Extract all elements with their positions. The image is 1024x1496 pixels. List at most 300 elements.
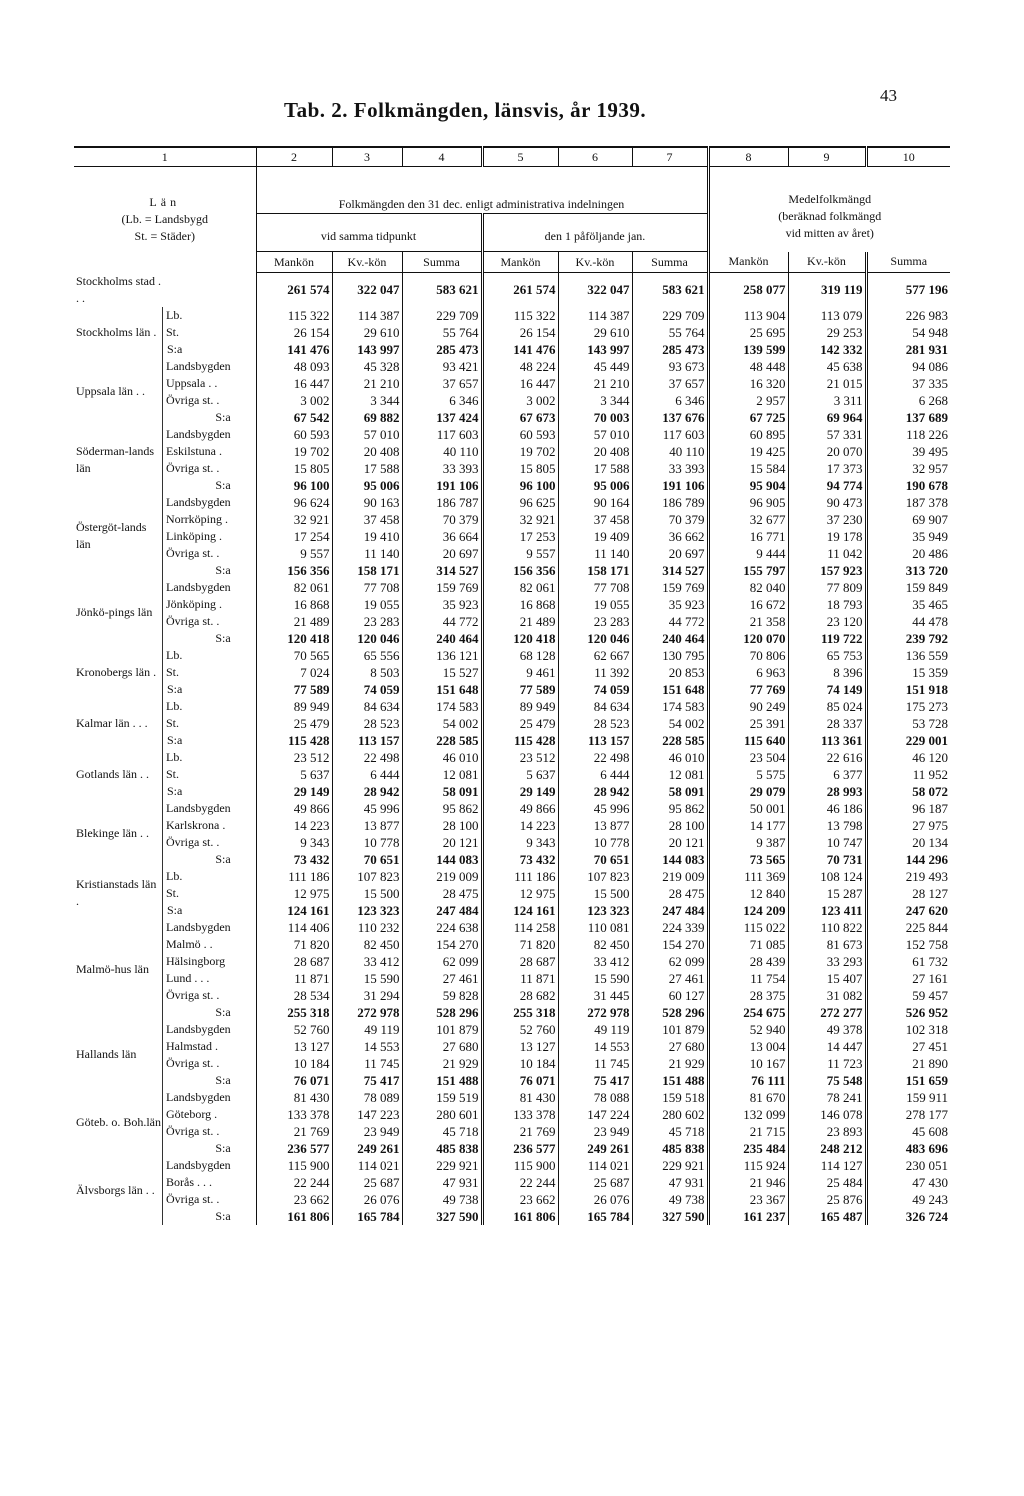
- value-cell: 20 697: [632, 545, 708, 562]
- value-cell: 8 396: [788, 664, 866, 681]
- value-cell: 17 373: [788, 460, 866, 477]
- value-cell: 60 895: [708, 426, 788, 443]
- value-cell: 82 450: [332, 936, 402, 953]
- value-cell: 69 882: [332, 409, 402, 426]
- value-cell: 37 230: [788, 511, 866, 528]
- value-cell: 240 464: [632, 630, 708, 647]
- value-cell: 10 184: [482, 1055, 558, 1072]
- value-cell: 3 344: [558, 392, 632, 409]
- value-cell: 82 061: [482, 579, 558, 596]
- sub-label-group: [162, 1021, 231, 1089]
- row-sub-label: Lb.: [166, 868, 183, 883]
- value-cell: 186 789: [632, 494, 708, 511]
- value-cell: 9 557: [256, 545, 332, 562]
- value-cell: 45 718: [402, 1123, 482, 1140]
- value-cell: 17 254: [256, 528, 332, 545]
- value-cell: 159 769: [632, 579, 708, 596]
- value-cell: 84 634: [558, 698, 632, 715]
- value-cell: 528 296: [402, 1004, 482, 1021]
- value-cell: 21 715: [708, 1123, 788, 1140]
- value-cell: 11 392: [558, 664, 632, 681]
- value-cell: 19 410: [332, 528, 402, 545]
- value-cell: 5 637: [256, 766, 332, 783]
- value-cell: 6 377: [788, 766, 866, 783]
- county-name: Göteb. o. Boh.län: [76, 1115, 161, 1129]
- value-cell: 115 022: [708, 919, 788, 936]
- table-row: [74, 868, 950, 885]
- value-cell: 528 296: [632, 1004, 708, 1021]
- value-cell: 147 223: [332, 1106, 402, 1123]
- value-cell: 54 948: [866, 324, 950, 341]
- value-cell: 35 923: [402, 596, 482, 613]
- col-number: 10: [866, 147, 950, 167]
- value-cell: 159 519: [402, 1089, 482, 1106]
- value-cell: 11 745: [332, 1055, 402, 1072]
- value-cell: 45 718: [632, 1123, 708, 1140]
- value-cell: 113 157: [332, 732, 402, 749]
- value-cell: 21 890: [866, 1055, 950, 1072]
- county-name: Stockholms län .: [76, 324, 157, 339]
- col-kvkon: Kv.-kön: [332, 252, 402, 273]
- row-sub-label: S:a: [167, 783, 183, 798]
- value-cell: 190 678: [866, 477, 950, 494]
- value-cell: 10 184: [256, 1055, 332, 1072]
- county-name: Älvsborgs län . .: [76, 1183, 155, 1197]
- row-sub-label: Landsbygden: [166, 1157, 231, 1172]
- value-cell: 94 086: [866, 358, 950, 375]
- value-cell: 67 725: [708, 409, 788, 426]
- value-cell: 21 015: [788, 375, 866, 392]
- county-name: Hallands län: [76, 1047, 137, 1061]
- value-cell: 114 387: [332, 307, 402, 324]
- value-cell: 15 500: [558, 885, 632, 902]
- value-cell: 71 085: [708, 936, 788, 953]
- row-sub-label: Halmstad .: [166, 1038, 218, 1053]
- value-cell: 81 430: [256, 1089, 332, 1106]
- value-cell: 36 664: [402, 528, 482, 545]
- value-cell: 161 806: [256, 1208, 332, 1225]
- value-cell: 70 731: [788, 851, 866, 868]
- value-cell: 23 367: [708, 1191, 788, 1208]
- value-cell: 12 081: [402, 766, 482, 783]
- value-cell: 19 702: [482, 443, 558, 460]
- county-name: Blekinge län . .: [76, 826, 149, 840]
- value-cell: 258 077: [708, 273, 788, 307]
- value-cell: 113 904: [708, 307, 788, 324]
- value-cell: 146 078: [788, 1106, 866, 1123]
- value-cell: 2 957: [708, 392, 788, 409]
- value-cell: 28 523: [332, 715, 402, 732]
- value-cell: 28 534: [256, 987, 332, 1004]
- value-cell: 314 527: [632, 562, 708, 579]
- value-cell: 240 464: [402, 630, 482, 647]
- value-cell: 46 186: [788, 800, 866, 817]
- value-cell: 272 277: [788, 1004, 866, 1021]
- value-cell: 96 187: [866, 800, 950, 817]
- row-sub-label: Göteborg .: [166, 1106, 218, 1121]
- value-cell: 583 621: [402, 273, 482, 307]
- sub-label-group: [162, 579, 231, 647]
- value-cell: 78 089: [332, 1089, 402, 1106]
- value-cell: 18 793: [788, 596, 866, 613]
- row-sub-label: St.: [166, 885, 180, 900]
- value-cell: 13 877: [332, 817, 402, 834]
- value-cell: 59 457: [866, 987, 950, 1004]
- value-cell: 28 439: [708, 953, 788, 970]
- value-cell: 115 428: [256, 732, 332, 749]
- value-cell: 25 484: [788, 1174, 866, 1191]
- row-sub-label: Landsbygden: [166, 800, 231, 815]
- value-cell: 165 487: [788, 1208, 866, 1225]
- value-cell: 228 585: [632, 732, 708, 749]
- value-cell: 20 408: [558, 443, 632, 460]
- value-cell: 9 387: [708, 834, 788, 851]
- value-cell: 139 599: [708, 341, 788, 358]
- value-cell: 15 359: [866, 664, 950, 681]
- county-name: Kristianstads län .: [76, 877, 157, 908]
- value-cell: 26 076: [332, 1191, 402, 1208]
- value-cell: 37 335: [866, 375, 950, 392]
- col-mankon: Mankön: [256, 252, 332, 273]
- lan-header-line: St. = Städer): [134, 229, 195, 244]
- value-cell: 37 657: [632, 375, 708, 392]
- value-cell: 49 866: [256, 800, 332, 817]
- value-cell: 19 178: [788, 528, 866, 545]
- row-sub-label: Uppsala . .: [166, 375, 218, 390]
- value-cell: 115 900: [482, 1157, 558, 1174]
- value-cell: 67 673: [482, 409, 558, 426]
- sub-label-group: [162, 358, 231, 426]
- value-cell: 9 343: [256, 834, 332, 851]
- value-cell: 526 952: [866, 1004, 950, 1021]
- value-cell: 10 167: [708, 1055, 788, 1072]
- value-cell: 186 787: [402, 494, 482, 511]
- value-cell: 187 378: [866, 494, 950, 511]
- value-cell: 59 828: [402, 987, 482, 1004]
- value-cell: 76 111: [708, 1072, 788, 1089]
- value-cell: 29 610: [558, 324, 632, 341]
- row-label-cell: [74, 800, 256, 868]
- value-cell: 35 923: [632, 596, 708, 613]
- value-cell: 44 478: [866, 613, 950, 630]
- value-cell: 151 659: [866, 1072, 950, 1089]
- value-cell: 485 838: [402, 1140, 482, 1157]
- value-cell: 28 475: [402, 885, 482, 902]
- value-cell: 28 993: [788, 783, 866, 800]
- row-sub-label: S:a: [215, 1140, 231, 1155]
- value-cell: 110 822: [788, 919, 866, 936]
- value-cell: 19 702: [256, 443, 332, 460]
- sub-label-group: [162, 749, 182, 800]
- value-cell: 156 356: [482, 562, 558, 579]
- value-cell: 230 051: [866, 1157, 950, 1174]
- value-cell: 111 369: [708, 868, 788, 885]
- row-sub-label: Landsbygden: [166, 579, 231, 594]
- value-cell: 229 921: [402, 1157, 482, 1174]
- value-cell: 52 760: [256, 1021, 332, 1038]
- value-cell: 29 149: [256, 783, 332, 800]
- value-cell: 14 553: [332, 1038, 402, 1055]
- value-cell: 96 100: [482, 477, 558, 494]
- value-cell: 120 418: [256, 630, 332, 647]
- value-cell: 15 500: [332, 885, 402, 902]
- value-cell: 123 411: [788, 902, 866, 919]
- value-cell: 82 040: [708, 579, 788, 596]
- value-cell: 78 088: [558, 1089, 632, 1106]
- sub-label-group: [162, 307, 182, 358]
- value-cell: 236 577: [482, 1140, 558, 1157]
- row-sub-label: Lb.: [166, 647, 183, 662]
- value-cell: 115 900: [256, 1157, 332, 1174]
- value-cell: 23 120: [788, 613, 866, 630]
- row-label-cell: [74, 307, 256, 358]
- row-sub-label: Övriga st. .: [166, 1191, 220, 1206]
- value-cell: 133 378: [482, 1106, 558, 1123]
- value-cell: 141 476: [482, 341, 558, 358]
- value-cell: 65 753: [788, 647, 866, 664]
- value-cell: 16 771: [708, 528, 788, 545]
- value-cell: 96 905: [708, 494, 788, 511]
- col-number: 9: [788, 147, 866, 167]
- row-sub-label: Karlskrona .: [166, 817, 226, 832]
- value-cell: 159 849: [866, 579, 950, 596]
- value-cell: 13 127: [256, 1038, 332, 1055]
- value-cell: 71 820: [482, 936, 558, 953]
- value-cell: 249 261: [558, 1140, 632, 1157]
- row-sub-label: S:a: [215, 477, 231, 492]
- value-cell: 29 149: [482, 783, 558, 800]
- value-cell: 154 270: [402, 936, 482, 953]
- value-cell: 29 253: [788, 324, 866, 341]
- value-cell: 32 921: [482, 511, 558, 528]
- value-cell: 77 809: [788, 579, 866, 596]
- value-cell: 21 929: [402, 1055, 482, 1072]
- value-cell: 39 495: [866, 443, 950, 460]
- value-cell: 22 498: [558, 749, 632, 766]
- sub-label-group: [162, 800, 231, 868]
- table-row: [74, 1089, 950, 1106]
- row-sub-label: S:a: [215, 630, 231, 645]
- value-cell: 115 322: [256, 307, 332, 324]
- value-cell: 11 871: [482, 970, 558, 987]
- value-cell: 20 121: [402, 834, 482, 851]
- value-cell: 111 186: [256, 868, 332, 885]
- value-cell: 29 079: [708, 783, 788, 800]
- value-cell: 3 344: [332, 392, 402, 409]
- value-cell: 33 393: [632, 460, 708, 477]
- value-cell: 90 473: [788, 494, 866, 511]
- value-cell: 21 946: [708, 1174, 788, 1191]
- value-cell: 25 687: [332, 1174, 402, 1191]
- col-number: 5: [482, 147, 558, 167]
- value-cell: 23 662: [482, 1191, 558, 1208]
- same-date-header: vid samma tidpunkt: [256, 214, 482, 252]
- value-cell: 191 106: [632, 477, 708, 494]
- value-cell: 58 091: [632, 783, 708, 800]
- value-cell: 23 512: [256, 749, 332, 766]
- medel-header-line: (beräknad folkmängd: [778, 209, 882, 223]
- value-cell: 89 949: [482, 698, 558, 715]
- value-cell: 45 638: [788, 358, 866, 375]
- value-cell: 57 010: [558, 426, 632, 443]
- value-cell: 219 493: [866, 868, 950, 885]
- value-cell: 75 548: [788, 1072, 866, 1089]
- value-cell: 15 805: [482, 460, 558, 477]
- value-cell: 165 784: [332, 1208, 402, 1225]
- row-label-cell: [74, 1021, 256, 1089]
- value-cell: 6 963: [708, 664, 788, 681]
- value-cell: 21 489: [482, 613, 558, 630]
- value-cell: 93 673: [632, 358, 708, 375]
- row-label-cell: [74, 426, 256, 494]
- value-cell: 17 253: [482, 528, 558, 545]
- value-cell: 21 769: [482, 1123, 558, 1140]
- row-sub-label: Övriga st. .: [166, 1123, 220, 1138]
- row-label-cell: [74, 494, 256, 579]
- row-sub-label: Övriga st. .: [166, 834, 220, 849]
- value-cell: 85 024: [788, 698, 866, 715]
- value-cell: 70 651: [332, 851, 402, 868]
- sub-label-group: [162, 426, 231, 494]
- value-cell: 70 379: [402, 511, 482, 528]
- value-cell: 229 709: [402, 307, 482, 324]
- row-sub-label: S:a: [167, 681, 183, 696]
- value-cell: 28 337: [788, 715, 866, 732]
- value-cell: 322 047: [558, 273, 632, 307]
- value-cell: 60 127: [632, 987, 708, 1004]
- value-cell: 255 318: [482, 1004, 558, 1021]
- value-cell: 319 119: [788, 273, 866, 307]
- value-cell: 82 450: [558, 936, 632, 953]
- value-cell: 15 407: [788, 970, 866, 987]
- value-cell: 313 720: [866, 562, 950, 579]
- value-cell: 272 978: [558, 1004, 632, 1021]
- value-cell: 36 662: [632, 528, 708, 545]
- lan-header-line: (Lb. = Landsbygd: [121, 212, 208, 227]
- col-number: 1: [74, 147, 256, 167]
- value-cell: 13 798: [788, 817, 866, 834]
- value-cell: 21 210: [332, 375, 402, 392]
- value-cell: 11 042: [788, 545, 866, 562]
- col-number: 6: [558, 147, 632, 167]
- value-cell: 16 447: [482, 375, 558, 392]
- sub-label-group: [162, 494, 231, 579]
- county-name: Östergöt-lands län: [76, 520, 147, 551]
- value-cell: 9 343: [482, 834, 558, 851]
- value-cell: 70 379: [632, 511, 708, 528]
- value-cell: 219 009: [632, 868, 708, 885]
- value-cell: 77 708: [558, 579, 632, 596]
- value-cell: 20 134: [866, 834, 950, 851]
- value-cell: 61 732: [866, 953, 950, 970]
- value-cell: 281 931: [866, 341, 950, 358]
- value-cell: 229 001: [866, 732, 950, 749]
- value-cell: 62 099: [402, 953, 482, 970]
- value-cell: 229 921: [632, 1157, 708, 1174]
- table-row: [74, 494, 950, 511]
- value-cell: 28 942: [332, 783, 402, 800]
- county-name: Uppsala län . .: [76, 384, 145, 398]
- value-cell: 70 003: [558, 409, 632, 426]
- value-cell: 165 784: [558, 1208, 632, 1225]
- value-cell: 26 154: [482, 324, 558, 341]
- value-cell: 28 100: [632, 817, 708, 834]
- value-cell: 151 488: [632, 1072, 708, 1089]
- value-cell: 44 772: [402, 613, 482, 630]
- value-cell: 49 738: [632, 1191, 708, 1208]
- value-cell: 49 738: [402, 1191, 482, 1208]
- value-cell: 58 072: [866, 783, 950, 800]
- value-cell: 5 637: [482, 766, 558, 783]
- value-cell: 81 670: [708, 1089, 788, 1106]
- value-cell: 151 648: [402, 681, 482, 698]
- row-sub-label: St.: [166, 324, 180, 339]
- value-cell: 32 921: [256, 511, 332, 528]
- value-cell: 152 758: [866, 936, 950, 953]
- value-cell: 11 140: [558, 545, 632, 562]
- value-cell: 67 542: [256, 409, 332, 426]
- row-sub-label: Lund . . .: [166, 970, 210, 985]
- value-cell: 11 754: [708, 970, 788, 987]
- row-sub-label: Hälsingborg: [166, 953, 226, 968]
- value-cell: 31 445: [558, 987, 632, 1004]
- value-cell: 23 949: [558, 1123, 632, 1140]
- value-cell: 23 949: [332, 1123, 402, 1140]
- county-name: Stockholms stad . . .: [76, 273, 162, 305]
- row-sub-label: Norrköping .: [166, 511, 228, 526]
- value-cell: 33 412: [558, 953, 632, 970]
- value-cell: 247 620: [866, 902, 950, 919]
- value-cell: 77 769: [708, 681, 788, 698]
- value-cell: 155 797: [708, 562, 788, 579]
- row-label-cell: [74, 647, 256, 698]
- value-cell: 33 412: [332, 953, 402, 970]
- value-cell: 16 447: [256, 375, 332, 392]
- row-sub-label: S:a: [215, 1072, 231, 1087]
- value-cell: 11 745: [558, 1055, 632, 1072]
- value-cell: 28 100: [402, 817, 482, 834]
- value-cell: 119 722: [788, 630, 866, 647]
- value-cell: 14 177: [708, 817, 788, 834]
- value-cell: 6 346: [632, 392, 708, 409]
- value-cell: 95 862: [402, 800, 482, 817]
- value-cell: 46 010: [632, 749, 708, 766]
- value-cell: 8 503: [332, 664, 402, 681]
- value-cell: 89 949: [256, 698, 332, 715]
- value-cell: 74 059: [332, 681, 402, 698]
- value-cell: 76 071: [482, 1072, 558, 1089]
- row-sub-label: Eskilstuna .: [166, 443, 222, 458]
- value-cell: 110 081: [558, 919, 632, 936]
- value-cell: 84 634: [332, 698, 402, 715]
- value-cell: 141 476: [256, 341, 332, 358]
- value-cell: 7 024: [256, 664, 332, 681]
- col-number: 3: [332, 147, 402, 167]
- value-cell: 75 417: [332, 1072, 402, 1089]
- value-cell: 20 697: [402, 545, 482, 562]
- value-cell: 219 009: [402, 868, 482, 885]
- value-cell: 110 232: [332, 919, 402, 936]
- value-cell: 15 805: [256, 460, 332, 477]
- value-cell: 114 406: [256, 919, 332, 936]
- value-cell: 28 475: [632, 885, 708, 902]
- table-body: [74, 273, 950, 1225]
- value-cell: 158 171: [332, 562, 402, 579]
- value-cell: 159 911: [866, 1089, 950, 1106]
- value-cell: 37 458: [332, 511, 402, 528]
- value-cell: 55 764: [632, 324, 708, 341]
- value-cell: 90 164: [558, 494, 632, 511]
